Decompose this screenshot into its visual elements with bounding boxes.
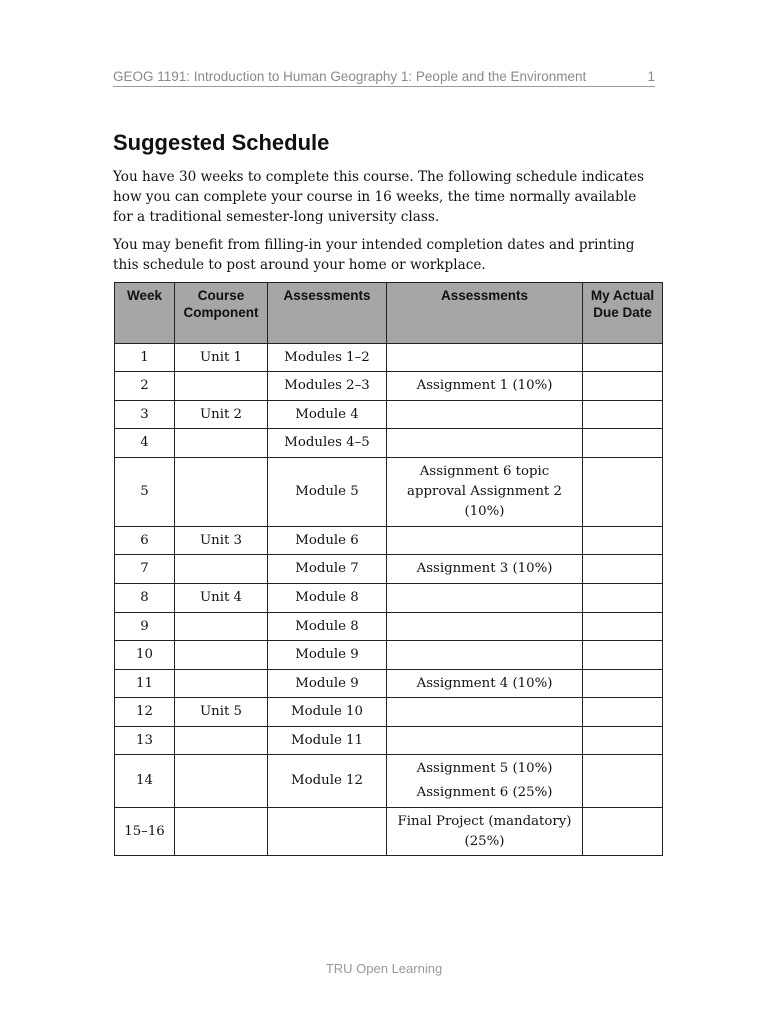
page-number: 1 <box>647 69 655 84</box>
table-row <box>115 401 663 429</box>
assessment-cell <box>387 613 583 641</box>
column-header-assessments: Assessments <box>387 283 583 344</box>
due-date-cell[interactable] <box>583 372 663 401</box>
week-cell: 1 <box>115 344 175 372</box>
week-cell: 3 <box>115 401 175 429</box>
due-date-cell[interactable] <box>583 555 663 584</box>
table-row <box>115 698 663 727</box>
printing-tip-paragraph: You may benefit from filling-in your intended completion dates and printing this schedule to post around your home or workplace. <box>113 237 635 273</box>
component-cell <box>175 641 268 670</box>
modules-cell: Module 8 <box>268 584 387 613</box>
due-date-cell[interactable] <box>583 727 663 755</box>
week-cell: 10 <box>115 641 175 670</box>
component-cell <box>175 670 268 698</box>
week-cell: 9 <box>115 613 175 641</box>
modules-cell: Module 10 <box>268 698 387 727</box>
week-cell: 13 <box>115 727 175 755</box>
week-cell: 15–16 <box>115 808 175 856</box>
table-row <box>115 372 663 401</box>
column-header-assessments-modules: Assessments <box>268 283 387 344</box>
assessment-cell <box>387 527 583 555</box>
week-cell: 6 <box>115 527 175 555</box>
page-header <box>113 68 655 87</box>
modules-cell: Module 6 <box>268 527 387 555</box>
week-cell: 8 <box>115 584 175 613</box>
component-cell: Unit 1 <box>175 344 268 372</box>
assessment-cell: Assignment 1 (10%) <box>387 372 583 401</box>
component-cell: Unit 5 <box>175 698 268 727</box>
assessment-cell <box>387 429 583 458</box>
schedule-table-body <box>115 344 663 856</box>
component-cell <box>175 372 268 401</box>
due-date-cell[interactable] <box>583 641 663 670</box>
week-cell: 12 <box>115 698 175 727</box>
modules-cell: Module 4 <box>268 401 387 429</box>
component-cell <box>175 555 268 584</box>
week-cell: 5 <box>115 458 175 527</box>
component-cell <box>175 727 268 755</box>
assessment-cell: Final Project (mandatory) (25%) <box>387 808 583 856</box>
table-row <box>115 641 663 670</box>
modules-cell: Module 8 <box>268 613 387 641</box>
assessment-cell <box>387 584 583 613</box>
assessment-cell <box>387 698 583 727</box>
due-date-cell[interactable] <box>583 808 663 856</box>
column-header-due-date: My Actual Due Date <box>583 283 663 344</box>
assessment-cell: Assignment 4 (10%) <box>387 670 583 698</box>
component-cell: Unit 3 <box>175 527 268 555</box>
due-date-cell[interactable] <box>583 401 663 429</box>
due-date-cell[interactable] <box>583 344 663 372</box>
column-header-week: Week <box>115 283 175 344</box>
assessment-cell <box>387 401 583 429</box>
modules-cell: Module 7 <box>268 555 387 584</box>
modules-cell: Modules 4–5 <box>268 429 387 458</box>
assessment-cell <box>387 641 583 670</box>
week-cell: 14 <box>115 755 175 808</box>
week-cell: 4 <box>115 429 175 458</box>
section-title: Suggested Schedule <box>113 130 330 155</box>
component-cell: Unit 2 <box>175 401 268 429</box>
modules-cell: Modules 2–3 <box>268 372 387 401</box>
modules-cell: Modules 1–2 <box>268 344 387 372</box>
component-cell <box>175 613 268 641</box>
week-cell: 7 <box>115 555 175 584</box>
table-row <box>115 584 663 613</box>
table-row <box>115 727 663 755</box>
schedule-table <box>114 282 663 856</box>
assessment-cell <box>387 344 583 372</box>
week-cell: 11 <box>115 670 175 698</box>
intro-paragraph: You have 30 weeks to complete this course. The following schedule indicates how you can complete your course in 16 weeks, the time normally available for a traditional semester-long university class. <box>113 169 644 225</box>
assessment-cell <box>387 727 583 755</box>
table-row <box>115 670 663 698</box>
due-date-cell[interactable] <box>583 698 663 727</box>
table-row <box>115 458 663 527</box>
table-row <box>115 808 663 856</box>
due-date-cell[interactable] <box>583 429 663 458</box>
component-cell <box>175 429 268 458</box>
table-row <box>115 755 663 808</box>
assessment-cell: Assignment 3 (10%) <box>387 555 583 584</box>
table-row <box>115 429 663 458</box>
assessment-cell: Assignment 6 topic approval Assignment 2 (10%) <box>387 458 583 527</box>
due-date-cell[interactable] <box>583 755 663 808</box>
modules-cell: Module 11 <box>268 727 387 755</box>
modules-cell: Module 12 <box>268 755 387 808</box>
modules-cell: Module 9 <box>268 641 387 670</box>
table-row <box>115 613 663 641</box>
due-date-cell[interactable] <box>583 584 663 613</box>
course-title: GEOG 1191: Introduction to Human Geography 1: People and the Environment <box>113 69 587 84</box>
modules-cell <box>268 808 387 856</box>
due-date-cell[interactable] <box>583 458 663 527</box>
page-footer: TRU Open Learning <box>325 961 443 976</box>
table-row <box>115 344 663 372</box>
column-header-course-component: Course Component <box>175 283 268 344</box>
component-cell <box>175 458 268 527</box>
week-cell: 2 <box>115 372 175 401</box>
component-cell: Unit 4 <box>175 584 268 613</box>
assessment-cell: Assignment 5 (10%) Assignment 6 (25%) <box>387 755 583 808</box>
table-row <box>115 527 663 555</box>
component-cell <box>175 755 268 808</box>
due-date-cell[interactable] <box>583 613 663 641</box>
due-date-cell[interactable] <box>583 670 663 698</box>
due-date-cell[interactable] <box>583 527 663 555</box>
table-header-row <box>115 283 663 344</box>
table-row <box>115 555 663 584</box>
component-cell <box>175 808 268 856</box>
modules-cell: Module 5 <box>268 458 387 527</box>
modules-cell: Module 9 <box>268 670 387 698</box>
